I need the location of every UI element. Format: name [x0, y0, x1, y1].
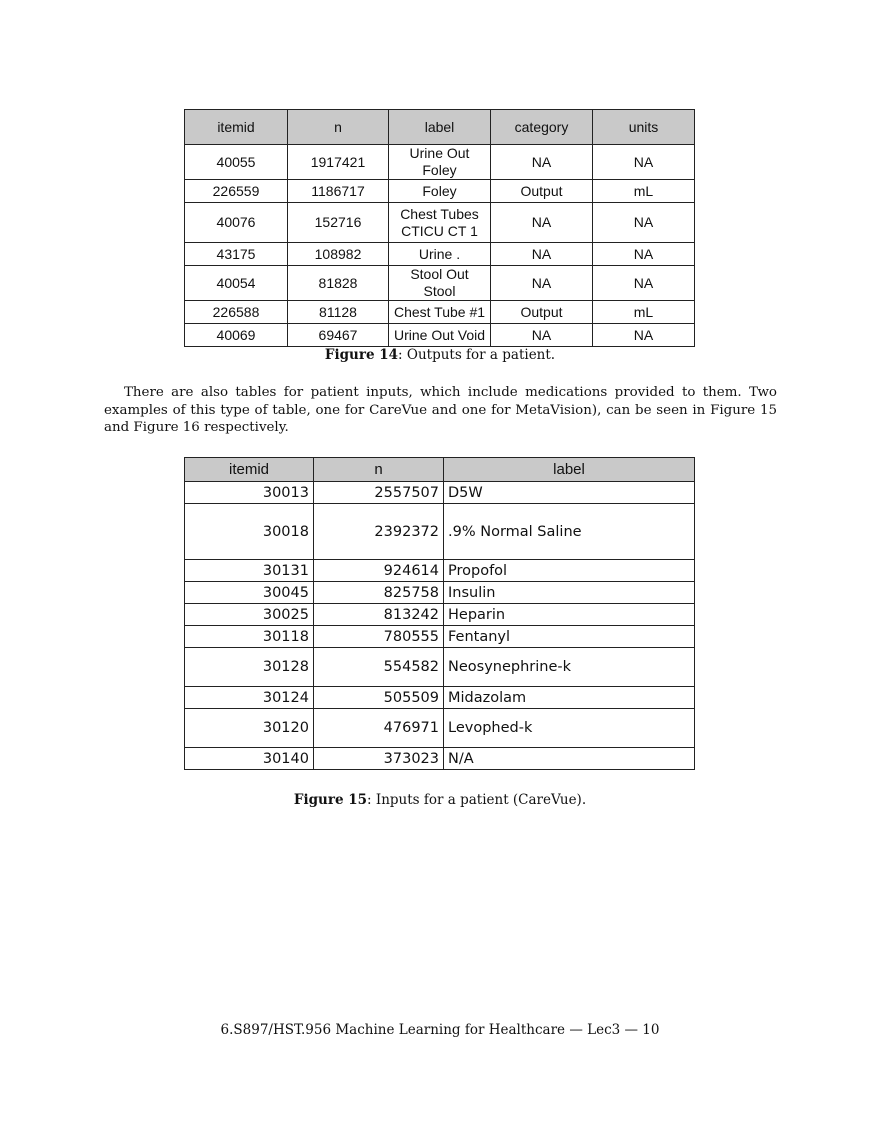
table-row [185, 301, 695, 324]
cell-label: Neosynephrine-k [444, 648, 695, 687]
cell-itemid: 226588 [185, 301, 288, 324]
table-row [185, 203, 695, 243]
cell-label: Chest Tube #1 [389, 301, 491, 324]
cell-label: Foley [389, 180, 491, 203]
cell-n: 1186717 [288, 180, 389, 203]
cell-n: 924614 [314, 560, 444, 582]
body-paragraph: There are also tables for patient inputs, which include medications provided to them. Two examples of this type of table, one for CareVue and one for MetaVision), can be seen in Figure 15 and Figure 16 respectively. [104, 385, 777, 435]
cell-label: Urine Out Void [389, 324, 491, 347]
table-row [185, 180, 695, 203]
table-header-row [185, 110, 695, 145]
cell-units: NA [593, 324, 695, 347]
cell-itemid: 30025 [185, 604, 314, 626]
cell-itemid: 30128 [185, 648, 314, 687]
header-itemid: itemid [185, 110, 288, 145]
table-row [185, 560, 695, 582]
table-row [185, 482, 695, 504]
header-n: n [314, 458, 444, 482]
cell-category: Output [491, 301, 593, 324]
page-footer: 6.S897/HST.956 Machine Learning for Healthcare — Lec3 — 10 [220, 1022, 660, 1038]
cell-itemid: 30124 [185, 687, 314, 709]
table-row [185, 687, 695, 709]
cell-n: 1917421 [288, 145, 389, 180]
figure-15-caption [0, 792, 880, 808]
cell-n: 813242 [314, 604, 444, 626]
cell-label: Heparin [444, 604, 695, 626]
figure-15-label: Figure 15 [293, 792, 368, 808]
cell-n: 476971 [314, 709, 444, 748]
cell-itemid: 40054 [185, 266, 288, 301]
table-row [185, 604, 695, 626]
cell-itemid: 43175 [185, 243, 288, 266]
cell-category: NA [491, 324, 593, 347]
figure-15-caption-text: : Inputs for a patient (CareVue). [367, 792, 587, 808]
cell-label: .9% Normal Saline [444, 504, 695, 560]
table-row [185, 243, 695, 266]
header-itemid: itemid [185, 458, 314, 482]
cell-n: 69467 [288, 324, 389, 347]
table-row [185, 266, 695, 301]
cell-label: Insulin [444, 582, 695, 604]
cell-category: Output [491, 180, 593, 203]
header-label: label [444, 458, 695, 482]
inputs-table [184, 457, 695, 770]
cell-label: Chest Tubes CTICU CT 1 [389, 203, 491, 243]
figure-14-label: Figure 14 [324, 347, 399, 363]
cell-itemid: 226559 [185, 180, 288, 203]
cell-n: 2557507 [314, 482, 444, 504]
cell-label: Fentanyl [444, 626, 695, 648]
cell-itemid: 40076 [185, 203, 288, 243]
cell-itemid: 30013 [185, 482, 314, 504]
cell-units: NA [593, 145, 695, 180]
cell-category: NA [491, 203, 593, 243]
outputs-table [184, 109, 695, 347]
cell-itemid: 40055 [185, 145, 288, 180]
cell-itemid: 30140 [185, 748, 314, 770]
cell-n: 505509 [314, 687, 444, 709]
cell-units: mL [593, 180, 695, 203]
table-row [185, 504, 695, 560]
cell-n: 780555 [314, 626, 444, 648]
table-row [185, 145, 695, 180]
cell-itemid: 30118 [185, 626, 314, 648]
cell-itemid: 30045 [185, 582, 314, 604]
cell-itemid: 40069 [185, 324, 288, 347]
cell-n: 825758 [314, 582, 444, 604]
cell-category: NA [491, 243, 593, 266]
cell-label: Stool Out Stool [389, 266, 491, 301]
cell-label: Levophed-k [444, 709, 695, 748]
cell-category: NA [491, 145, 593, 180]
cell-n: 152716 [288, 203, 389, 243]
cell-units: NA [593, 266, 695, 301]
cell-label: Propofol [444, 560, 695, 582]
cell-n: 554582 [314, 648, 444, 687]
table-row [185, 709, 695, 748]
cell-label: Urine . [389, 243, 491, 266]
table-row [185, 648, 695, 687]
cell-itemid: 30131 [185, 560, 314, 582]
table-row [185, 324, 695, 347]
cell-units: NA [593, 243, 695, 266]
header-category: category [491, 110, 593, 145]
table-row [185, 626, 695, 648]
header-n: n [288, 110, 389, 145]
cell-itemid: 30120 [185, 709, 314, 748]
header-label: label [389, 110, 491, 145]
table-header-row [185, 458, 695, 482]
figure-14-caption-text: : Outputs for a patient. [398, 347, 556, 363]
table-row [185, 748, 695, 770]
cell-n: 2392372 [314, 504, 444, 560]
cell-label: Midazolam [444, 687, 695, 709]
header-units: units [593, 110, 695, 145]
cell-itemid: 30018 [185, 504, 314, 560]
cell-label: Urine Out Foley [389, 145, 491, 180]
cell-n: 108982 [288, 243, 389, 266]
table-row [185, 582, 695, 604]
cell-n: 373023 [314, 748, 444, 770]
cell-label: N/A [444, 748, 695, 770]
cell-category: NA [491, 266, 593, 301]
cell-n: 81128 [288, 301, 389, 324]
cell-n: 81828 [288, 266, 389, 301]
figure-14-caption [0, 347, 880, 363]
cell-label: D5W [444, 482, 695, 504]
cell-units: NA [593, 203, 695, 243]
cell-units: mL [593, 301, 695, 324]
